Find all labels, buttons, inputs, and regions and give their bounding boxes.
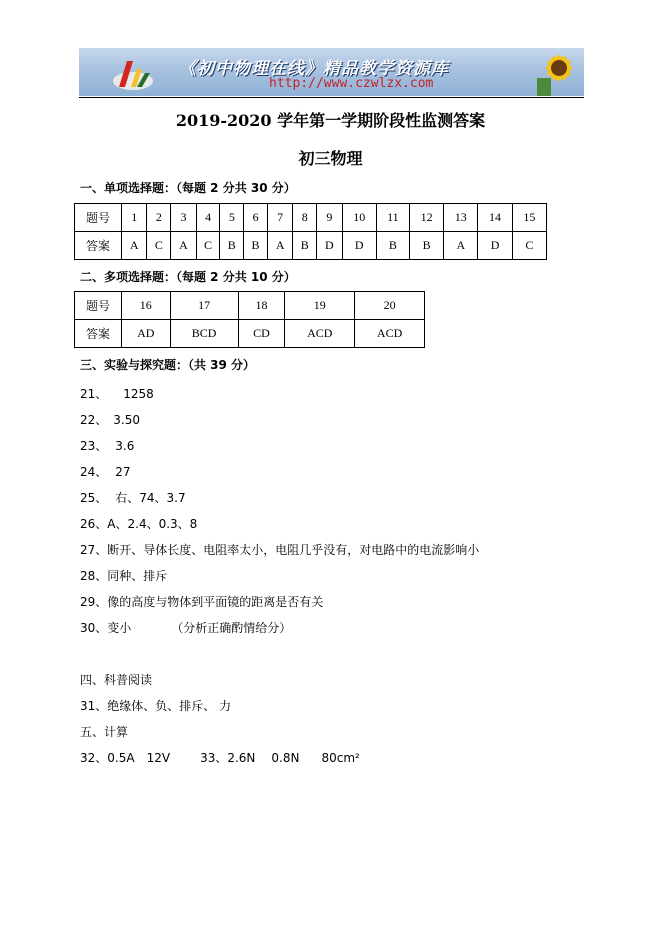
table-cell: B bbox=[409, 232, 443, 260]
table-cell: 13 bbox=[444, 204, 478, 232]
table-cell: 11 bbox=[376, 204, 409, 232]
section-multi-choice-heading: 二、多项选择题：（每题 2 分共 10 分） bbox=[80, 270, 296, 284]
table-cell: 20 bbox=[355, 292, 425, 320]
table-cell: 10 bbox=[342, 204, 376, 232]
table-cell: A bbox=[122, 232, 147, 260]
question-number: 31、 bbox=[80, 699, 108, 713]
question-number: 26、 bbox=[80, 517, 108, 531]
table-cell: CD bbox=[238, 320, 285, 348]
section-calculation-heading: 五、计算 bbox=[80, 725, 129, 739]
table-cell: 14 bbox=[478, 204, 512, 232]
question-number: 21、 bbox=[80, 387, 108, 401]
section-reading-heading: 四、科普阅读 bbox=[80, 673, 153, 687]
answer-text: 右、74、3.7 bbox=[115, 491, 186, 505]
answer-text: 3.6 bbox=[115, 439, 135, 453]
page-title: 2019-2020 学年第一学期阶段性监测答案 bbox=[175, 111, 486, 130]
answer-text: 断开、导体长度、电阻率太小，电阻几乎没有，对电路中的电流影响小 bbox=[107, 543, 480, 557]
answer-text: 33、2.6N bbox=[200, 751, 256, 765]
answer-text: 绝缘体、负、排斥、 力 bbox=[107, 699, 232, 713]
question-number: 25、 bbox=[80, 491, 108, 505]
answer-line-21 bbox=[80, 385, 154, 402]
table-cell: 9 bbox=[317, 204, 342, 232]
table-cell: 19 bbox=[285, 292, 355, 320]
single-choice-table bbox=[74, 203, 547, 260]
table-row bbox=[75, 232, 547, 260]
row-label: 答案 bbox=[75, 320, 122, 348]
table-cell: 17 bbox=[170, 292, 238, 320]
answer-line-31 bbox=[80, 697, 231, 714]
question-number: 30、 bbox=[80, 621, 108, 635]
table-row bbox=[75, 204, 547, 232]
table-cell: D bbox=[317, 232, 342, 260]
answer-line-24 bbox=[80, 463, 131, 480]
answer-line-32 bbox=[80, 749, 360, 766]
answer-line-23 bbox=[80, 437, 134, 454]
table-cell: A bbox=[267, 232, 292, 260]
question-number: 29、 bbox=[80, 595, 108, 609]
multi-choice-table bbox=[74, 291, 425, 348]
table-cell: B bbox=[244, 232, 268, 260]
table-cell: C bbox=[512, 232, 546, 260]
answer-text: 12V bbox=[146, 751, 171, 765]
table-cell: ACD bbox=[285, 320, 355, 348]
table-cell: B bbox=[376, 232, 409, 260]
table-cell: 8 bbox=[293, 204, 317, 232]
table-cell: A bbox=[171, 232, 196, 260]
sunflower-icon bbox=[529, 48, 584, 96]
answer-text: 同种、排斥 bbox=[107, 569, 168, 583]
table-row bbox=[75, 320, 425, 348]
answer-text: 0.8N bbox=[271, 751, 300, 765]
table-cell: A bbox=[444, 232, 478, 260]
answer-line-27 bbox=[80, 541, 479, 558]
table-cell: 1 bbox=[122, 204, 147, 232]
answer-text: 像的高度与物体到平面镜的距离是否有关 bbox=[107, 595, 324, 609]
section-experiment-heading: 三、实验与探究题：（共 39 分） bbox=[80, 358, 256, 372]
answer-text: 27 bbox=[115, 465, 131, 479]
answer-text: 1258 bbox=[123, 387, 154, 401]
answer-text: 3.50 bbox=[113, 413, 140, 427]
table-cell: 4 bbox=[196, 204, 220, 232]
table-cell: D bbox=[478, 232, 512, 260]
page-subtitle: 初三物理 bbox=[298, 149, 363, 168]
table-cell: 6 bbox=[244, 204, 268, 232]
header-divider bbox=[79, 97, 584, 98]
section-single-choice-heading: 一、单项选择题：（每题 2 分共 30 分） bbox=[80, 181, 296, 195]
answer-line-25 bbox=[80, 489, 186, 506]
banner-title: 《初中物理在线》精品教学资源库 bbox=[179, 59, 449, 79]
answer-note: （分析正确酌情给分） bbox=[171, 621, 292, 635]
table-cell: 16 bbox=[122, 292, 171, 320]
table-cell: D bbox=[342, 232, 376, 260]
table-cell: C bbox=[196, 232, 220, 260]
table-cell: 2 bbox=[147, 204, 171, 232]
table-cell: 18 bbox=[238, 292, 285, 320]
row-label: 题号 bbox=[75, 204, 122, 232]
table-cell: B bbox=[293, 232, 317, 260]
banner-url[interactable]: http://www.czwlzx.com bbox=[269, 76, 434, 91]
answer-line-30 bbox=[80, 619, 291, 636]
table-row bbox=[75, 292, 425, 320]
question-number: 24、 bbox=[80, 465, 108, 479]
answer-line-28 bbox=[80, 567, 167, 584]
question-number: 22、 bbox=[80, 413, 108, 427]
answer-text: 80cm² bbox=[321, 751, 360, 765]
table-cell: B bbox=[220, 232, 244, 260]
answer-text: 0.5A bbox=[107, 751, 135, 765]
answer-line-22 bbox=[80, 411, 140, 428]
answer-text: 变小 bbox=[107, 621, 132, 635]
question-number: 27、 bbox=[80, 543, 108, 557]
site-logo-icon bbox=[109, 51, 157, 93]
answer-line-26 bbox=[80, 515, 197, 532]
table-cell: 12 bbox=[409, 204, 443, 232]
answer-line-29 bbox=[80, 593, 323, 610]
table-cell: AD bbox=[122, 320, 171, 348]
table-cell: 3 bbox=[171, 204, 196, 232]
question-number: 32、 bbox=[80, 751, 108, 765]
table-cell: 15 bbox=[512, 204, 546, 232]
table-cell: 7 bbox=[267, 204, 292, 232]
row-label: 答案 bbox=[75, 232, 122, 260]
header-banner bbox=[79, 48, 584, 96]
table-cell: BCD bbox=[170, 320, 238, 348]
table-cell: C bbox=[147, 232, 171, 260]
table-cell: ACD bbox=[355, 320, 425, 348]
table-cell: 5 bbox=[220, 204, 244, 232]
question-number: 28、 bbox=[80, 569, 108, 583]
row-label: 题号 bbox=[75, 292, 122, 320]
question-number: 23、 bbox=[80, 439, 108, 453]
answer-text: A、2.4、0.3、8 bbox=[107, 517, 198, 531]
